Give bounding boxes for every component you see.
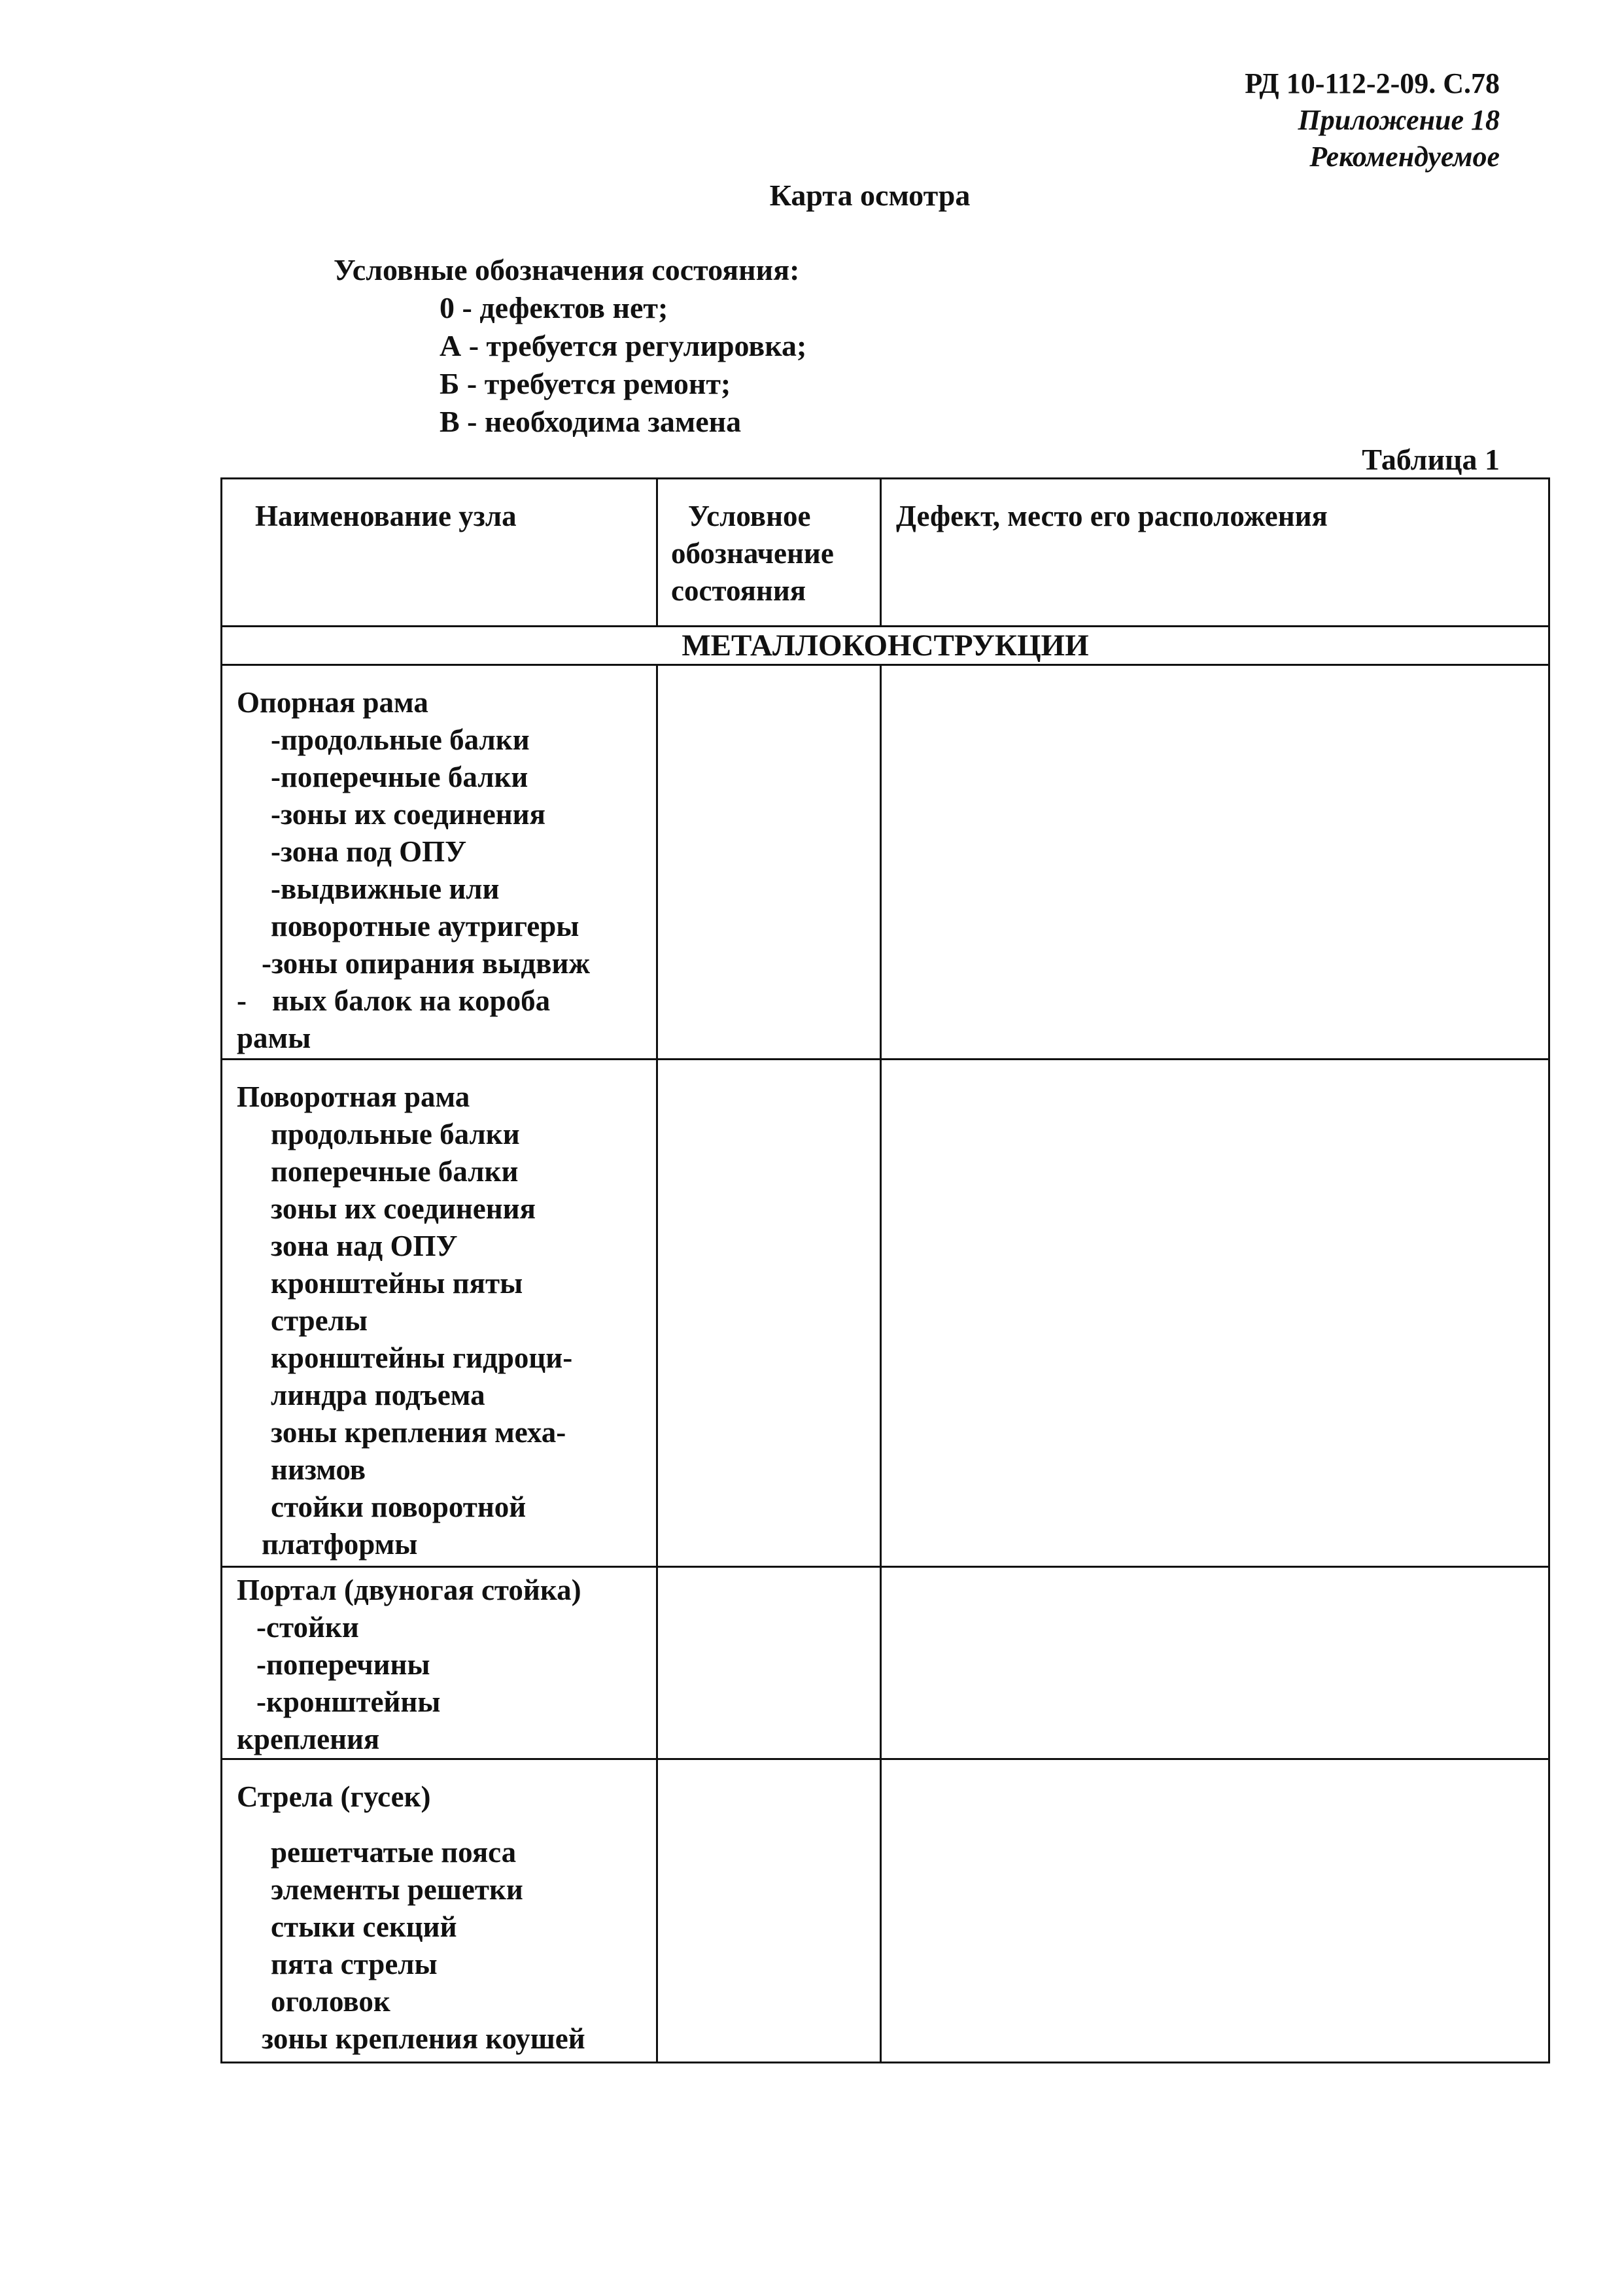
node-item: продольные балки [271,1118,520,1150]
node-item: зоны крепления коушей [262,2022,585,2055]
legend-heading: Условные обозначения состояния: [334,253,800,286]
node-item: зоны крепления меха- [271,1416,566,1449]
node-item: решетчатые пояса [271,1836,517,1869]
node-item: платформы [262,1528,418,1561]
node-item: пята стрелы [271,1948,438,1980]
node-item: элементы решетки [271,1873,523,1906]
node-item: -зоны их соединения [271,798,545,831]
node-name-cell [222,1060,657,1567]
column-header-status-code [657,479,881,627]
status-cell[interactable] [657,1060,881,1567]
node-title: Поворотная рама [237,1080,470,1113]
table-caption: Таблица 1 [1362,443,1500,476]
node-item: -поперечные балки [271,761,528,793]
node-item: поперечные балки [271,1155,519,1188]
legend-item: А - требуется регулировка; [440,329,807,362]
defect-cell[interactable] [881,1567,1549,1759]
node-item: кронштейны гидроци- [271,1341,573,1374]
node-item: -кронштейны [256,1685,441,1718]
defect-cell[interactable] [881,1759,1549,2063]
inspection-table [220,477,1550,2063]
node-item: кронштейны пяты [271,1267,523,1300]
node-item: -зоны опирания выдвиж [262,947,591,980]
node-item [237,982,656,1020]
node-title: Опорная рама [237,686,428,719]
section-row [222,627,1549,665]
table-row [222,1759,1549,2063]
status-cell[interactable] [657,1759,881,2063]
node-item: зона над ОПУ [271,1230,458,1262]
node-item: -стойки [256,1611,359,1644]
node-item: стыки секций [271,1910,457,1943]
legend-item: Б - требуется ремонт; [440,367,731,400]
node-item: -продольные балки [271,723,530,756]
node-item: рамы [237,1022,311,1054]
section-title: МЕТАЛЛОКОНСТРУКЦИИ [222,627,1549,665]
column-header-status-line: обозначение [671,537,834,570]
table-row [222,1060,1549,1567]
appendix-label: Приложение 18 [1298,104,1500,136]
spacer [237,1816,656,1834]
column-header-defect: Дефект, место его расположения [881,479,1549,627]
column-header-status-line: состояния [671,574,806,607]
node-title: Портал (двуногая стойка) [237,1574,581,1606]
node-item: поворотные аутригеры [271,910,579,942]
node-title: Стрела (гусек) [237,1780,431,1813]
status-cell[interactable] [657,1567,881,1759]
table-row [222,665,1549,1060]
node-item: низмов [271,1453,366,1486]
node-item: линдра подъема [271,1379,485,1411]
status-cell[interactable] [657,665,881,1060]
column-header-node-name: Наименование узла [222,479,657,627]
node-item: -зона под ОПУ [271,835,467,868]
node-name-cell [222,665,657,1060]
node-name-cell [222,1567,657,1759]
document-title: Карта осмотра [769,179,971,212]
defect-cell[interactable] [881,1060,1549,1567]
node-item: стрелы [271,1304,368,1337]
node-item: -выдвижные или [271,872,500,905]
node-item: оголовок [271,1985,390,2018]
node-item-text: ных балок на короба [272,984,551,1017]
document-code: РД 10-112-2-09. С.78 [1245,67,1500,99]
legend-item: В - необходима замена [440,405,742,438]
legend-item: 0 - дефектов нет; [440,291,668,324]
hyphen-mark: - [237,984,247,1017]
node-item: зоны их соединения [271,1192,536,1225]
table-header-row [222,479,1549,627]
node-item: крепления [237,1723,380,1755]
defect-cell[interactable] [881,665,1549,1060]
node-name-cell [222,1759,657,2063]
node-item: -поперечины [256,1648,430,1681]
table-row [222,1567,1549,1759]
node-item: стойки поворотной [271,1491,527,1523]
column-header-status-line: Условное [688,500,811,532]
recommended-label: Рекомендуемое [1309,141,1500,173]
